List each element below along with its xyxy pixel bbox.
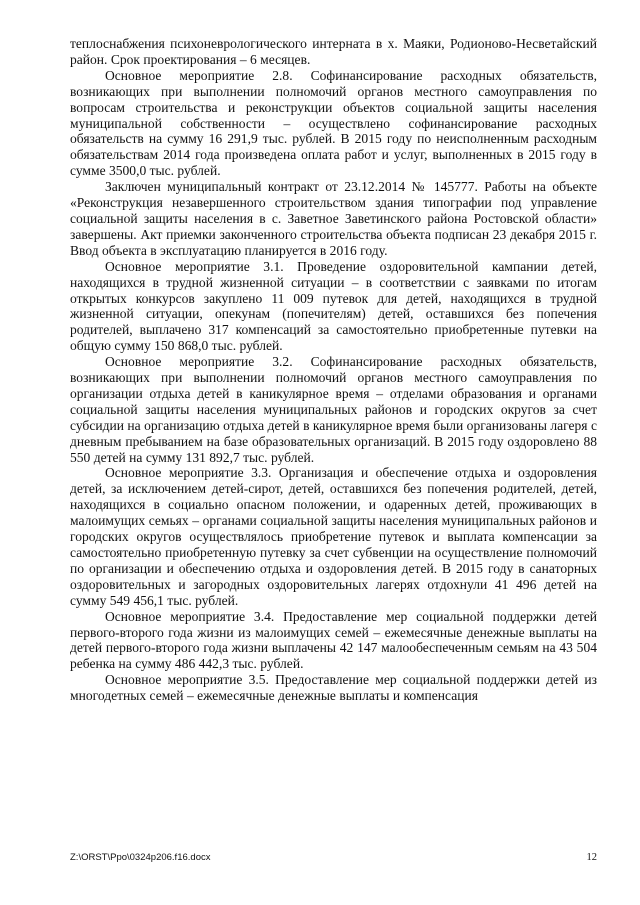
paragraph-2: Основное мероприятие 2.8. Софинансирование расходных обязательств, возникающих при выполнении полномочий органов местного самоуправления по вопросам строительства и реконструкции объектов социальной защиты населения муниципальной собственности – осуществлено софинансирование расходных обязательств на сумму 16 291,9 тыс. рублей. В 2015 году по неисполненным расходным обязательствам 2014 года произведена оплата работ и услуг, выполненных в 2015 году в сумме 3500,0 тыс. рублей.	[70, 67, 597, 179]
paragraph-8: Основное мероприятие 3.5. Предоставление мер социальной поддержки детей из многодетных семей – ежемесячные денежные выплаты и компенсация	[70, 672, 597, 704]
document-body	[70, 36, 597, 704]
paragraph-5: Основное мероприятие 3.2. Софинансирование расходных обязательств, возникающих при выполнении полномочий органов местного самоуправления по организации отдыха детей в каникулярное время – отделами образования и органами социальной защиты населения муниципальных районов и городских округов за счет субсидии на организацию отдыха детей в каникулярное время были организованы лагеря с дневным пребыванием на базе образовательных организаций. В 2015 году оздоровлено 88 550 детей на сумму 131 892,7 тыс. рублей.	[70, 354, 597, 465]
paragraph-7: Основное мероприятие 3.4. Предоставление мер социальной поддержки детей первого-второго года жизни из малоимущих семей – ежемесячные денежные выплаты на детей первого-второго года жизни выплачены 42 147 малообеспеченным семьям на 43 504 ребенка на сумму 486 442,3 тыс. рублей.	[70, 608, 597, 672]
paragraph-1: теплоснабжения психоневрологического интерната в х. Маяки, Родионово-Несветайский район. Срок проектирования – 6 месяцев.	[70, 36, 597, 67]
paragraph-6: Основное мероприятие 3.3. Организация и обеспечение отдыха и оздоровления детей, за исключением детей-сирот, детей, оставшихся без попечения родителей, детей, находящихся в социально опасном положении, и одаренных детей, проживающих в малоимущих семьях – органами социальной защиты населения муниципальных районов и городских округов осуществлялось приобретение путевок и выплата компенсации за самостоятельно приобретенную путевку за счет субвенции на осуществление полномочий по организации и обеспечению отдыха и оздоровления детей. В 2015 году в санаторных оздоровительных и загородных оздоровительных лагерях отдохнули 41 496 детей на сумму 549 456,1 тыс. рублей.	[70, 465, 597, 608]
footer-file-path: Z:\ORST\Ppo\0324p206.f16.docx	[70, 852, 211, 863]
paragraph-4: Основное мероприятие 3.1. Проведение оздоровительной кампании детей, находящихся в трудной жизненной ситуации – в соответствии с заявками по итогам открытых конкурсов закуплено 11 009 путевок для детей, находящихся в трудной жизненной ситуации, опекунам (попечителям) детей, оставшихся без попечения родителей, выплачено 317 компенсаций за самостоятельно приобретенные путевки на общую сумму 150 868,0 тыс. рублей.	[70, 258, 597, 354]
paragraph-3: Заключен муниципальный контракт от 23.12.2014 № 145777. Работы на объекте «Реконструкция незавершенного строительством здания типографии под управление социальной защиты населения в с. Заветное Заветинского района Ростовской области» завершены. Акт приемки законченного строительства объекта подписан 23 декабря 2015 г. Ввод объекта в эксплуатацию планируется в 2016 году.	[70, 179, 597, 258]
page-number: 12	[586, 852, 597, 863]
